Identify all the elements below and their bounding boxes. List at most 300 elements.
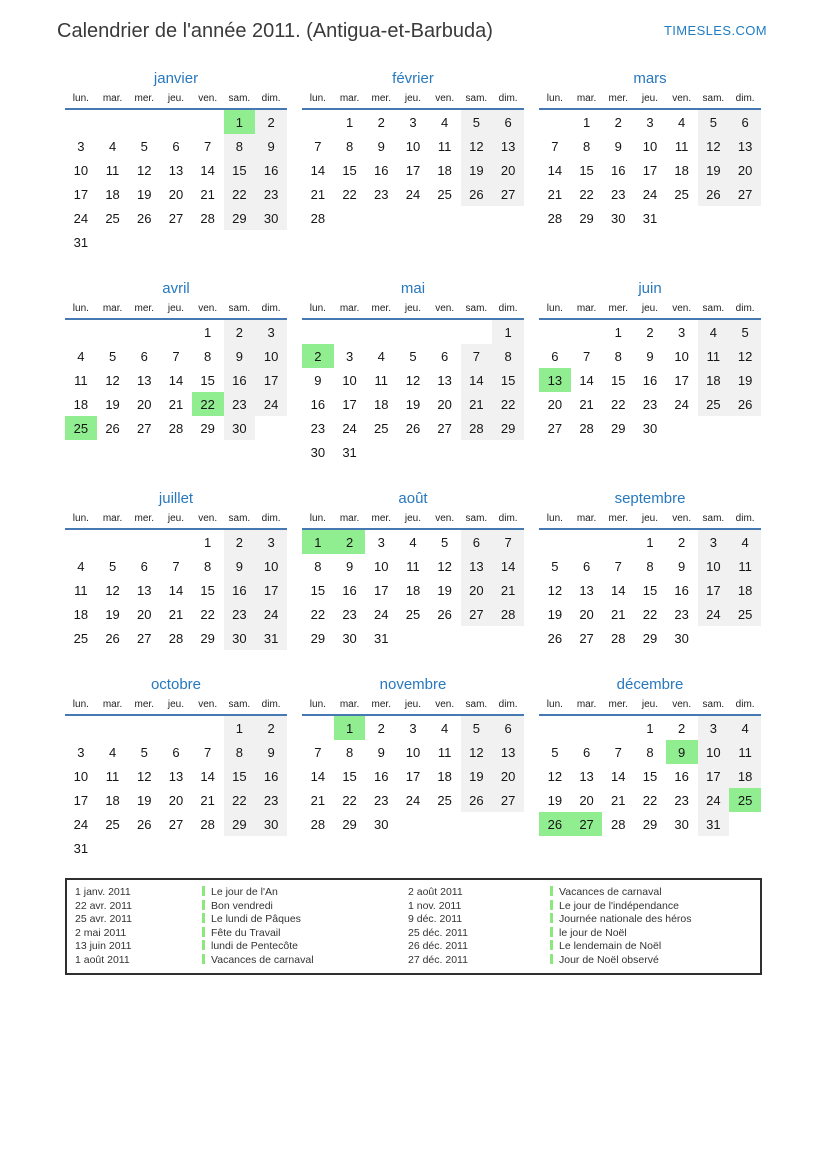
week-row: [302, 812, 524, 836]
day-cell: 24: [255, 392, 287, 416]
day-cell: 10: [405, 138, 421, 154]
day-header: mar.: [102, 303, 123, 314]
day-cell: 24: [73, 210, 89, 226]
day-cell: 27: [461, 602, 493, 626]
empty-cell: [429, 319, 461, 344]
week-row: [65, 319, 287, 344]
week-row: [65, 764, 287, 788]
day-cell: 7: [204, 138, 212, 154]
day-cell: 2: [377, 114, 385, 130]
empty-cell: [255, 836, 287, 860]
day-header: dim.: [261, 303, 281, 314]
day-cell: 14: [168, 582, 184, 598]
day-cell: 16: [224, 368, 256, 392]
day-cell: 15: [642, 768, 658, 784]
week-row: [539, 788, 761, 812]
empty-cell: [365, 319, 397, 344]
week-row: [539, 109, 761, 134]
month-novembre: [302, 676, 524, 836]
day-cell: 18: [73, 396, 89, 412]
day-header: sam.: [228, 699, 251, 710]
holiday-marker-icon: [550, 940, 553, 950]
week-row: [65, 134, 287, 158]
day-cell: 2: [646, 324, 654, 340]
day-cell: 10: [698, 554, 730, 578]
day-header: mar.: [102, 513, 123, 524]
day-cell: 7: [614, 558, 622, 574]
week-row: [302, 529, 524, 554]
legend-date: 25 déc. 2011: [408, 926, 468, 939]
week-row: [65, 344, 287, 368]
empty-cell: [160, 715, 192, 740]
day-cell: 14: [310, 768, 326, 784]
day-cell: 25: [698, 392, 730, 416]
day-cell: 8: [204, 558, 212, 574]
day-cell: 12: [729, 344, 761, 368]
day-cell: 1: [302, 529, 334, 554]
day-cell: 18: [698, 368, 730, 392]
day-cell: 19: [405, 396, 421, 412]
empty-cell: [461, 812, 493, 836]
day-cell: 24: [698, 602, 730, 626]
week-row: [65, 812, 287, 836]
day-cell: 1: [492, 319, 524, 344]
month-table: [65, 697, 287, 860]
week-row: [302, 344, 524, 368]
week-row: [539, 416, 761, 440]
day-cell: 22: [310, 606, 326, 622]
empty-cell: [160, 109, 192, 134]
day-cell: 18: [405, 582, 421, 598]
day-cell: 14: [547, 162, 563, 178]
day-header: sam.: [465, 513, 488, 524]
empty-cell: [365, 440, 397, 464]
day-cell: 16: [642, 372, 658, 388]
day-header: lun.: [546, 93, 563, 104]
day-cell: 17: [255, 578, 287, 602]
day-cell: 28: [168, 630, 184, 646]
empty-cell: [397, 440, 429, 464]
day-cell: 21: [492, 578, 524, 602]
day-cell: 24: [642, 186, 658, 202]
day-cell: 3: [255, 319, 287, 344]
week-row: [65, 230, 287, 254]
day-cell: 29: [200, 420, 215, 436]
day-cell: 22: [611, 396, 626, 412]
week-row: [539, 319, 761, 344]
empty-cell: [698, 626, 730, 650]
day-cell: 26: [137, 816, 152, 832]
day-cell: 22: [492, 392, 524, 416]
day-header: ven.: [672, 513, 692, 524]
day-cell: 9: [345, 558, 354, 574]
day-cell: 16: [310, 396, 326, 412]
day-cell: 10: [73, 162, 89, 178]
empty-cell: [397, 319, 429, 344]
day-cell: 6: [492, 715, 524, 740]
day-header: ven.: [435, 93, 455, 104]
day-cell: 26: [539, 812, 571, 836]
legend-label: Bon vendredi: [202, 900, 408, 914]
legend-date: 22 avr. 2011: [75, 899, 133, 912]
day-cell: 25: [374, 420, 389, 436]
empty-cell: [461, 206, 493, 230]
day-cell: 29: [224, 206, 256, 230]
day-header: dim.: [261, 513, 281, 524]
day-cell: 15: [642, 582, 658, 598]
day-cell: 23: [224, 602, 256, 626]
day-cell: 9: [224, 344, 256, 368]
day-cell: 16: [674, 582, 689, 598]
month-table: [302, 697, 524, 836]
day-cell: 20: [547, 396, 563, 412]
day-cell: 1: [334, 715, 366, 740]
day-cell: 28: [310, 210, 326, 226]
day-cell: 11: [105, 768, 120, 784]
day-cell: 10: [698, 740, 730, 764]
day-cell: 27: [579, 630, 594, 646]
day-cell: 29: [611, 420, 626, 436]
holiday-marker-icon: [550, 954, 553, 964]
calendar-grid: [65, 70, 761, 860]
day-cell: 3: [646, 114, 654, 130]
day-cell: 27: [437, 420, 452, 436]
day-cell: 17: [255, 368, 287, 392]
month-table: [302, 511, 524, 650]
month-title: décembre: [616, 676, 684, 693]
day-header: jeu.: [167, 93, 185, 104]
day-cell: 3: [698, 529, 730, 554]
day-header: dim.: [498, 93, 518, 104]
day-cell: 3: [409, 720, 417, 736]
day-cell: 26: [105, 630, 120, 646]
day-header: lun.: [309, 303, 326, 314]
empty-cell: [492, 440, 524, 464]
empty-cell: [160, 836, 192, 860]
empty-cell: [65, 529, 97, 554]
day-cell: 19: [461, 158, 493, 182]
day-cell: 15: [611, 372, 626, 388]
month-juin: [539, 280, 761, 440]
holiday-marker-icon: [550, 927, 553, 937]
day-cell: 6: [582, 558, 591, 574]
day-cell: 6: [441, 348, 449, 364]
week-row: [65, 740, 287, 764]
day-cell: 25: [437, 792, 452, 808]
day-cell: 1: [204, 324, 212, 340]
day-cell: 23: [674, 606, 689, 622]
day-cell: 21: [200, 792, 215, 808]
day-cell: 8: [582, 138, 591, 154]
day-cell: 26: [698, 182, 730, 206]
day-cell: 13: [461, 554, 493, 578]
day-cell: 20: [168, 792, 184, 808]
day-cell: 28: [200, 816, 215, 832]
day-cell: 15: [579, 162, 594, 178]
holiday-marker-icon: [202, 913, 205, 923]
day-cell: 31: [342, 444, 357, 460]
day-cell: 2: [678, 720, 686, 736]
day-cell: 23: [674, 792, 689, 808]
day-cell: 13: [137, 582, 152, 598]
day-cell: 14: [611, 582, 626, 598]
day-cell: 4: [77, 348, 85, 364]
day-header: sam.: [465, 699, 488, 710]
day-cell: 15: [492, 368, 524, 392]
day-cell: 24: [405, 186, 421, 202]
day-cell: 31: [698, 812, 730, 836]
month-table: [539, 301, 761, 440]
day-cell: 27: [571, 812, 603, 836]
week-row: [302, 368, 524, 392]
month-décembre: [539, 676, 761, 836]
day-cell: 30: [674, 816, 689, 832]
day-header: mer.: [134, 303, 154, 314]
day-header: jeu.: [404, 303, 422, 314]
day-cell: 9: [377, 744, 385, 760]
empty-cell: [729, 416, 761, 440]
day-cell: 23: [255, 182, 287, 206]
empty-cell: [539, 715, 571, 740]
empty-cell: [571, 715, 603, 740]
week-row: [65, 392, 287, 416]
week-row: [302, 788, 524, 812]
day-cell: 17: [374, 582, 389, 598]
empty-cell: [128, 230, 160, 254]
day-cell: 1: [204, 534, 212, 550]
day-cell: 26: [137, 210, 152, 226]
day-cell: 5: [698, 109, 730, 134]
day-header: lun.: [546, 699, 563, 710]
day-cell: 4: [377, 348, 385, 364]
legend-label: lundi de Pentecôte: [202, 940, 408, 954]
week-row: [302, 626, 524, 650]
legend-label: Le jour de l'indépendance: [550, 900, 752, 914]
day-cell: 24: [374, 606, 389, 622]
week-row: [302, 440, 524, 464]
day-cell: 17: [674, 372, 689, 388]
week-row: [302, 206, 524, 230]
week-row: [539, 158, 761, 182]
day-cell: 2: [614, 114, 622, 130]
day-cell: 17: [405, 162, 421, 178]
day-cell: 18: [374, 396, 389, 412]
empty-cell: [65, 715, 97, 740]
day-header: jeu.: [167, 513, 185, 524]
day-cell: 12: [137, 768, 152, 784]
page-title: Calendrier de l'année 2011. (Antigua-et-Barbuda): [57, 20, 493, 42]
day-cell: 30: [255, 812, 287, 836]
empty-cell: [571, 529, 603, 554]
day-cell: 23: [255, 788, 287, 812]
day-cell: 21: [310, 186, 326, 202]
day-cell: 21: [461, 392, 493, 416]
day-header: jeu.: [404, 699, 422, 710]
week-row: [539, 626, 761, 650]
empty-cell: [128, 715, 160, 740]
day-cell: 20: [492, 158, 524, 182]
empty-cell: [224, 836, 256, 860]
day-cell: 5: [409, 348, 417, 364]
day-header: ven.: [435, 303, 455, 314]
day-header: lun.: [72, 699, 89, 710]
legend-label: Le jour de l'An: [202, 886, 408, 900]
day-header: mer.: [371, 303, 391, 314]
day-header: dim.: [735, 699, 755, 710]
day-cell: 27: [729, 182, 761, 206]
day-cell: 7: [314, 744, 322, 760]
day-header: mer.: [134, 699, 154, 710]
day-cell: 13: [437, 372, 452, 388]
empty-cell: [365, 206, 397, 230]
day-cell: 11: [698, 344, 730, 368]
day-cell: 15: [310, 582, 326, 598]
week-row: [539, 134, 761, 158]
month-title: septembre: [614, 490, 686, 507]
day-cell: 9: [224, 554, 256, 578]
month-title: mars: [633, 70, 667, 87]
day-cell: 19: [698, 158, 730, 182]
week-row: [539, 602, 761, 626]
day-cell: 25: [105, 816, 120, 832]
day-header: mer.: [608, 513, 628, 524]
day-cell: 7: [582, 348, 591, 364]
day-header: ven.: [198, 699, 218, 710]
day-cell: 12: [105, 582, 120, 598]
day-cell: 18: [73, 606, 89, 622]
day-cell: 17: [698, 764, 730, 788]
day-cell: 6: [492, 109, 524, 134]
week-row: [539, 554, 761, 578]
week-row: [539, 812, 761, 836]
day-cell: 17: [342, 396, 357, 412]
day-cell: 11: [374, 372, 388, 388]
day-cell: 26: [547, 630, 563, 646]
day-cell: 18: [105, 792, 120, 808]
week-row: [65, 715, 287, 740]
day-header: mar.: [339, 303, 360, 314]
empty-cell: [97, 715, 129, 740]
day-cell: 3: [678, 324, 686, 340]
day-cell: 5: [140, 744, 148, 760]
day-cell: 29: [200, 630, 215, 646]
week-row: [302, 109, 524, 134]
month-title: juillet: [158, 490, 194, 507]
week-row: [539, 529, 761, 554]
day-header: sam.: [702, 513, 725, 524]
day-cell: 31: [73, 840, 89, 856]
day-cell: 4: [678, 114, 686, 130]
day-cell: 12: [698, 134, 730, 158]
empty-cell: [729, 812, 761, 836]
day-header: sam.: [228, 303, 251, 314]
day-cell: 16: [342, 582, 357, 598]
day-cell: 4: [108, 744, 117, 760]
empty-cell: [539, 319, 571, 344]
day-cell: 7: [461, 344, 493, 368]
week-row: [302, 392, 524, 416]
day-cell: 29: [492, 416, 524, 440]
month-octobre: [65, 676, 287, 860]
day-cell: 14: [492, 554, 524, 578]
day-cell: 1: [582, 114, 591, 130]
week-row: [539, 206, 761, 230]
day-cell: 13: [579, 582, 594, 598]
day-cell: 4: [698, 319, 730, 344]
day-cell: 14: [200, 768, 215, 784]
day-cell: 25: [73, 630, 89, 646]
empty-cell: [302, 715, 334, 740]
day-header: jeu.: [167, 699, 185, 710]
empty-cell: [192, 230, 224, 254]
empty-cell: [666, 206, 698, 230]
empty-cell: [429, 812, 461, 836]
day-header: mar.: [339, 699, 360, 710]
day-cell: 2: [255, 715, 287, 740]
day-header: mer.: [371, 699, 391, 710]
day-cell: 28: [492, 602, 524, 626]
legend-label: Journée nationale des héros: [550, 913, 752, 927]
empty-cell: [255, 230, 287, 254]
day-cell: 1: [614, 324, 622, 340]
day-cell: 8: [646, 558, 654, 574]
day-cell: 22: [224, 788, 256, 812]
day-cell: 19: [547, 792, 563, 808]
day-cell: 8: [614, 348, 622, 364]
legend-label: Le lendemain de Noël: [550, 940, 752, 954]
day-cell: 2: [377, 720, 385, 736]
day-cell: 12: [137, 162, 152, 178]
week-row: [302, 764, 524, 788]
empty-cell: [160, 230, 192, 254]
day-cell: 23: [642, 396, 658, 412]
week-row: [65, 529, 287, 554]
day-cell: 26: [105, 420, 120, 436]
empty-cell: [302, 319, 334, 344]
day-header: dim.: [735, 93, 755, 104]
day-header: lun.: [72, 303, 89, 314]
brand-link[interactable]: TIMESLES.COM: [663, 23, 767, 38]
day-cell: 15: [200, 372, 215, 388]
day-cell: 22: [192, 392, 224, 416]
day-cell: 9: [255, 740, 287, 764]
week-row: [65, 206, 287, 230]
day-cell: 24: [73, 816, 89, 832]
day-cell: 30: [611, 210, 626, 226]
day-header: mar.: [102, 699, 123, 710]
day-cell: 3: [255, 529, 287, 554]
empty-cell: [302, 109, 334, 134]
day-header: mer.: [134, 93, 154, 104]
month-février: [302, 70, 524, 230]
day-cell: 21: [168, 396, 184, 412]
day-header: dim.: [261, 93, 281, 104]
day-cell: 31: [73, 234, 89, 250]
month-title: février: [392, 70, 434, 87]
day-cell: 12: [461, 740, 493, 764]
day-cell: 4: [441, 720, 449, 736]
day-header: dim.: [735, 513, 755, 524]
empty-cell: [97, 529, 129, 554]
week-row: [539, 715, 761, 740]
legend-box: [65, 878, 762, 975]
day-header: lun.: [309, 513, 326, 524]
week-row: [302, 182, 524, 206]
empty-cell: [397, 812, 429, 836]
day-cell: 25: [729, 788, 761, 812]
day-cell: 20: [579, 792, 594, 808]
day-cell: 5: [729, 319, 761, 344]
